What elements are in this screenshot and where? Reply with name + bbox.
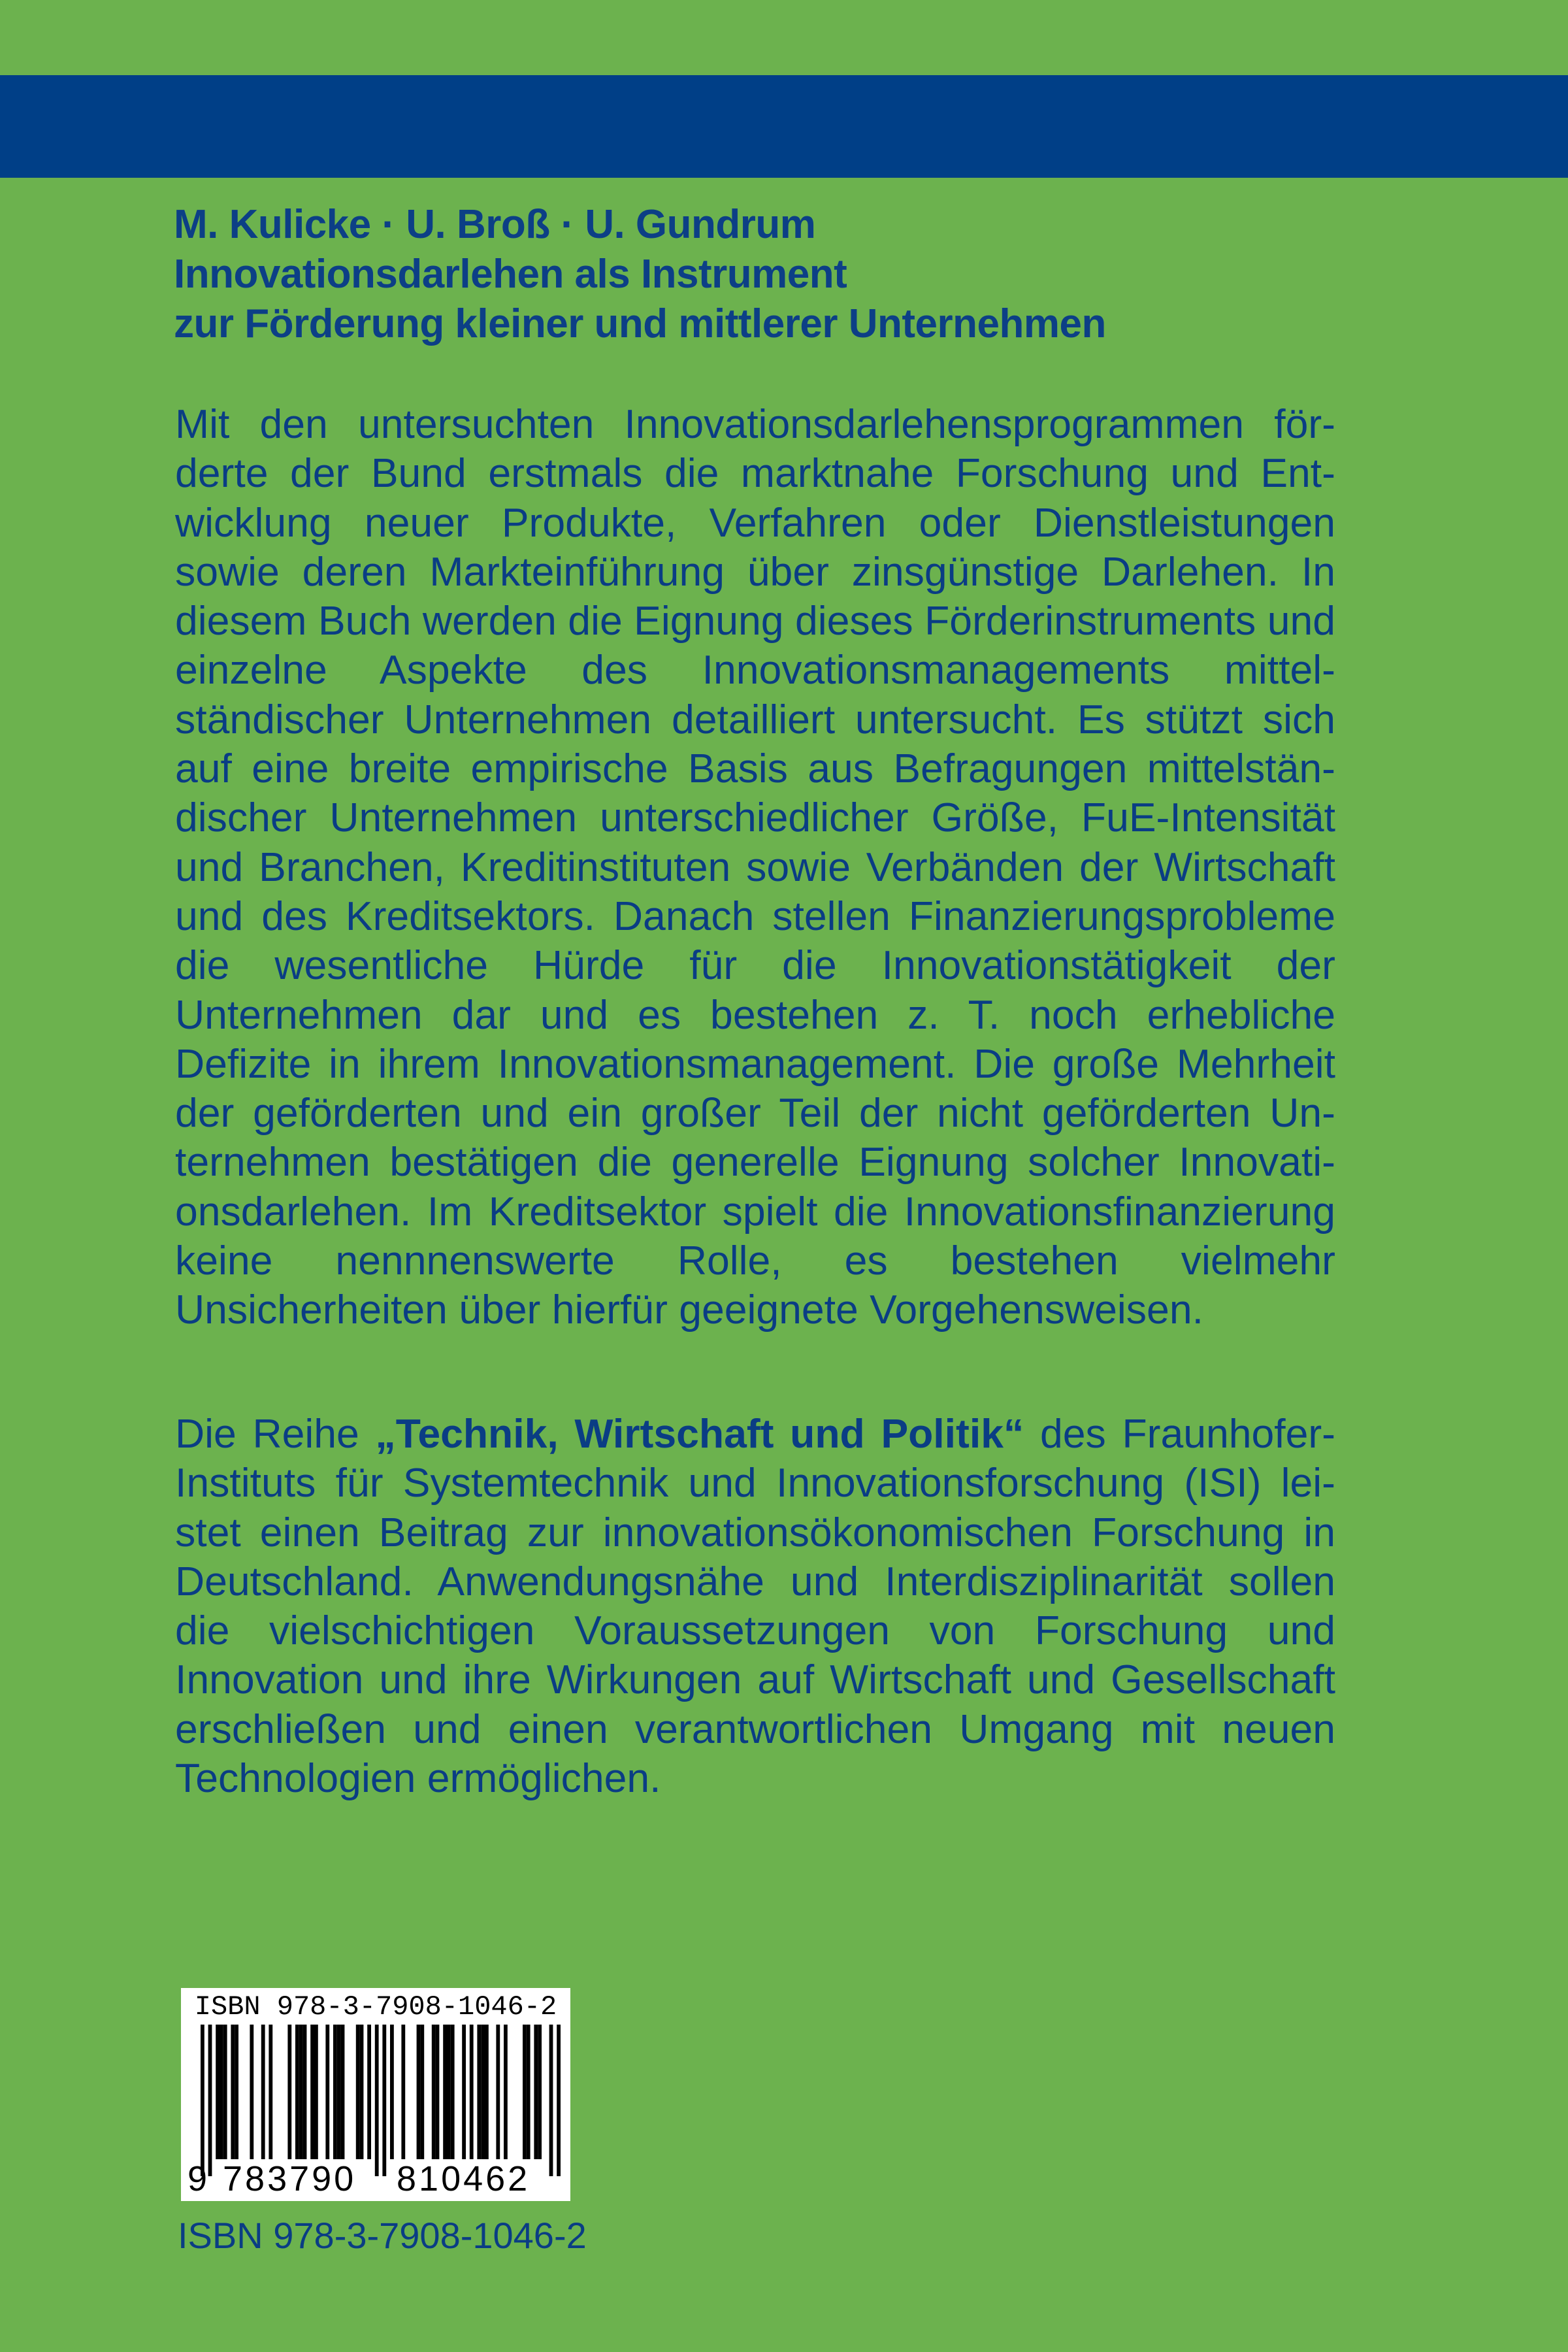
barcode-bar [325,2025,329,2159]
barcode-bar [356,2025,360,2159]
barcode-bar [485,2025,489,2159]
barcode-bar [269,2025,272,2159]
barcode-digit-group-right: 810462 [397,2159,531,2198]
title-line-1: Innovationsdarlehen als Instrument [174,252,847,297]
barcode-bars [181,2025,570,2176]
series-intro: Die Reihe [175,1411,376,1457]
barcode-bar [432,2025,436,2159]
book-header [174,200,1415,349]
barcode-box [181,1988,570,2201]
barcode-bar [299,2025,303,2159]
barcode-bar [220,2025,223,2159]
barcode-bar [504,2025,508,2159]
barcode-bar [477,2025,481,2159]
barcode-bar [390,2025,394,2159]
top-color-band [0,75,1568,178]
barcode-bar [367,2025,371,2159]
barcode-bar [223,2025,227,2159]
barcode-bar [201,2025,204,2176]
barcode-bar [287,2025,291,2159]
barcode-bar [417,2025,421,2159]
barcode-bar [261,2025,265,2159]
barcode-bar [470,2025,474,2159]
authors-line: M. Kulicke · U. Broß · U. Gundrum [174,202,816,247]
barcode-bar [375,2025,379,2176]
barcode-bar [337,2025,341,2159]
barcode-bar [208,2025,212,2176]
barcode-digits [181,2159,570,2198]
barcode-bar [549,2025,553,2176]
barcode-bar [231,2025,235,2159]
barcode-bar [360,2025,364,2159]
barcode-bar [443,2025,447,2159]
barcode-isbn-label: ISBN 978-3-7908-1046-2 [194,1991,557,2023]
barcode-bar [382,2025,386,2176]
barcode-bar [436,2025,440,2159]
barcode-bar [481,2025,485,2159]
barcode-bar [538,2025,542,2159]
isbn-text: ISBN 978-3-7908-1046-2 [178,2215,587,2256]
barcode-bar [401,2025,405,2159]
barcode-bar [216,2025,220,2159]
barcode-bar [314,2025,318,2159]
barcode-bar [310,2025,314,2159]
barcode-bar [420,2025,424,2159]
series-description: des Fraunhofer-Instituts für Systemtechnik und Innovationsforschung (ISI) leistet einen Beitrag zur innovationsökonomischen Forschung in Deutschland. Anwendungsnähe und Interdisziplinarität sollen die vielschichtigen Voraussetzungen von Forschung und Innovation und ihre Wirkungen auf Wirtschaft und Gesellschaft erschließen und einen verantwortlichen Umgang mit neuen Technologien ermöglichen. [175,1411,1335,1802]
description-paragraph: Mit den untersuchten Innovationsdarlehensprogrammen förderte der Bund erstmals die marktnahe Forschung und Entwicklung neuer Produkte, Verfahren oder Dienstleistungen sowie deren Markteinführung über zinsgünstige Darlehen. In diesem Buch werden die Eignung dieses Förderinstruments und einzelne Aspekte des Innovationsmanagements mittelständischer Unternehmen detailliert untersucht. Es stützt sich auf eine breite empirische Basis aus Befragungen mittelständischer Unternehmen unterschiedlicher Größe, FuE-Intensität und Branchen, Kreditinstituten sowie Verbänden der Wirtschaft und des Kreditsektors. Danach stellen Finanzierungsprobleme die wesentliche Hürde für die Innovationstätigkeit der Unternehmen dar und es bestehen z. T. noch erhebliche Defizite in ihrem Innovationsmanagement. Die große Mehrheit der geförderten und ein großer Teil der nicht geförderten Unternehmen bestätigen die generelle Eignung solcher Innovationsdarlehen. Im Kreditsektor spielt die Innovationsfinanzierung keine nennnenswerte Rolle, es bestehen vielmehr Unsicherheiten über hierfür geeignete Vorgehensweisen. [175,401,1335,1333]
barcode-bar [447,2025,451,2159]
barcode-digit-first: 9 [188,2159,208,2198]
barcode-bar [341,2025,345,2159]
barcode-bar [527,2025,531,2159]
barcode-digit-group-left: 783790 [223,2159,357,2198]
barcode-bar [250,2025,253,2159]
barcode-bar [557,2025,561,2176]
series-name: „Technik, Wirtschaft und Politik“ [375,1411,1024,1457]
barcode-bar [303,2025,307,2159]
barcode-bar [295,2025,299,2159]
barcode-bar [496,2025,500,2159]
title-line-2: zur Förderung kleiner und mittlerer Unternehmen [174,301,1106,346]
barcode-bar [534,2025,538,2159]
barcode-bar [235,2025,238,2159]
series-paragraph [175,1410,1335,1803]
barcode-bar [451,2025,455,2159]
barcode-bar [523,2025,527,2159]
barcode-bar [333,2025,337,2159]
barcode-bar [462,2025,466,2159]
